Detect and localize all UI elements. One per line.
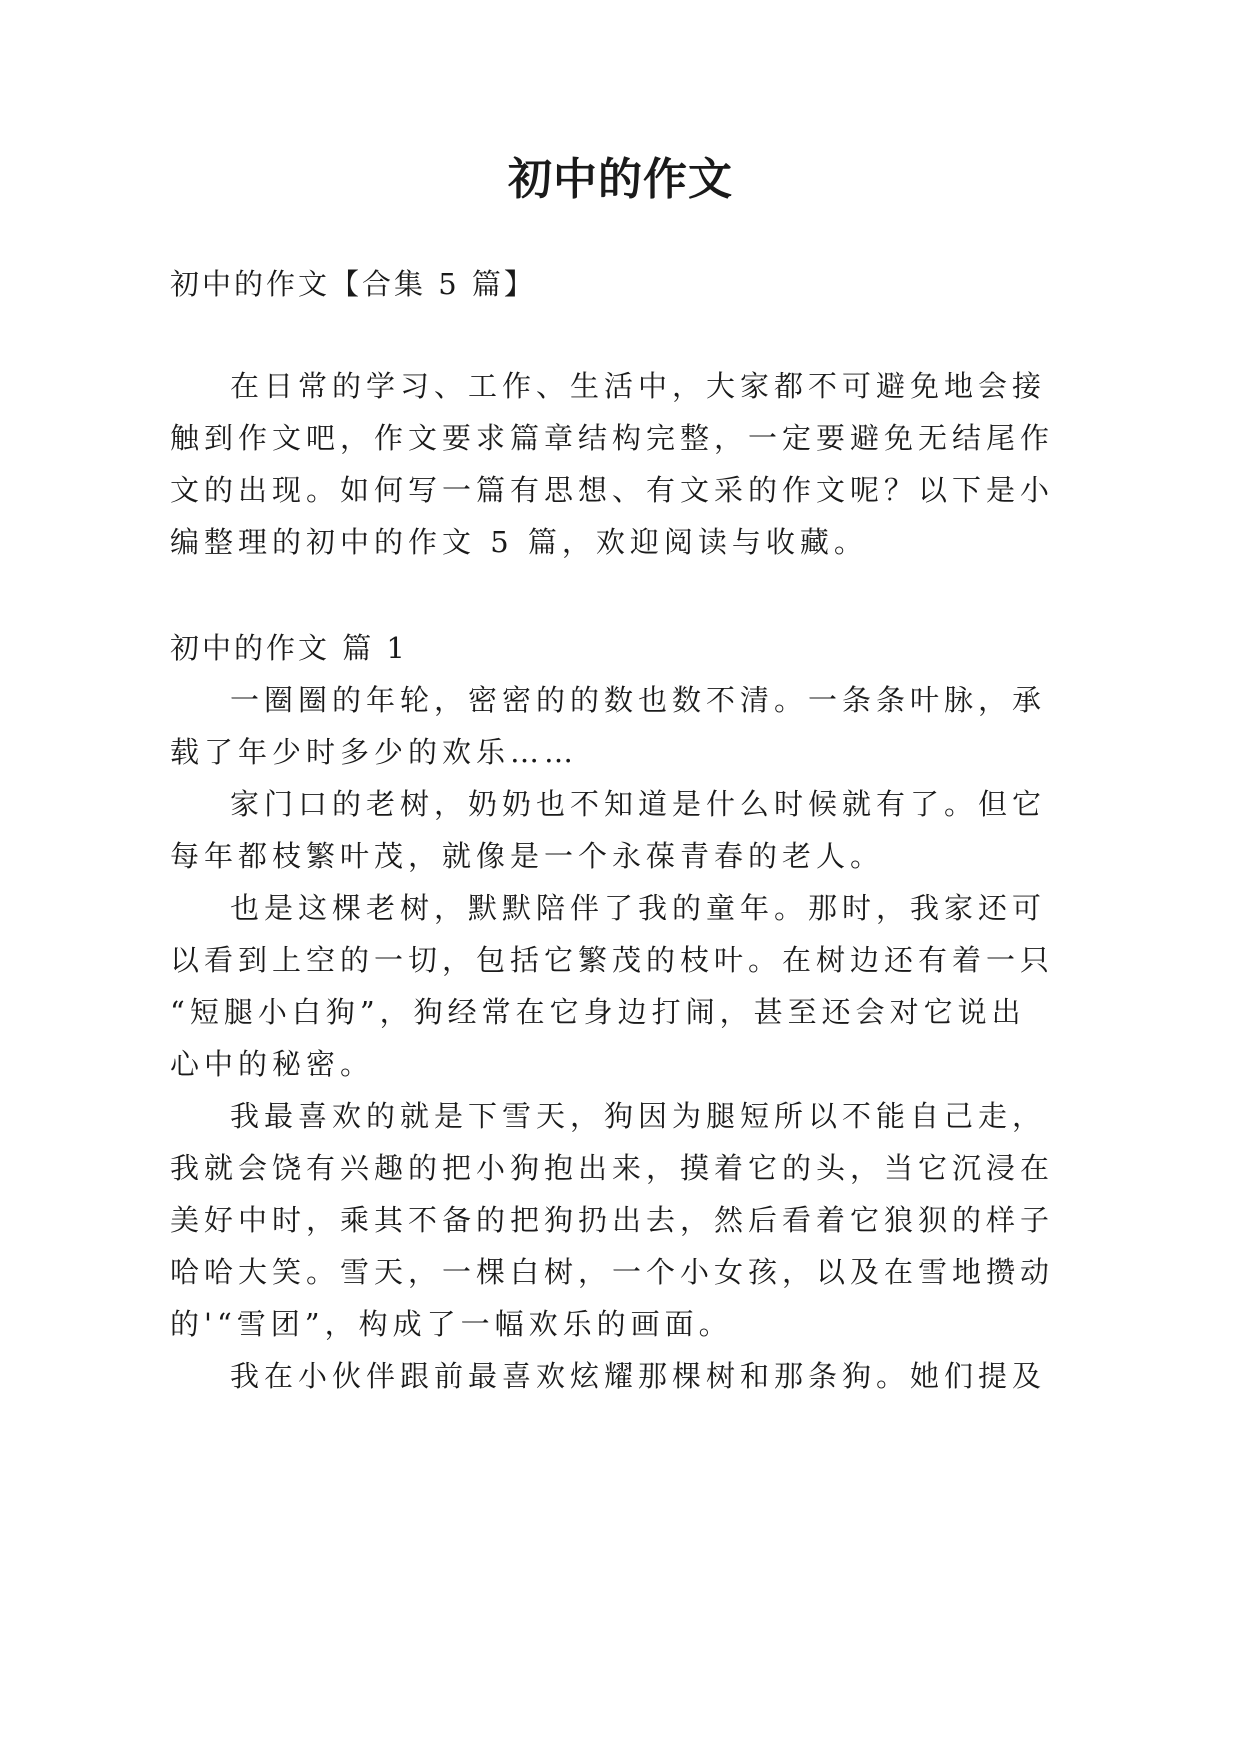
body-line: 我在小伙伴跟前最喜欢炫耀那棵树和那条狗。她们提及 xyxy=(230,1359,1047,1393)
body-line: 载了年少时多少的欢乐…… xyxy=(170,735,579,769)
body-line: 每年都枝繁叶茂，就像是一个永葆青春的老人。 xyxy=(170,839,885,873)
body-line: 美好中时，乘其不备的把狗扔出去，然后看着它狼狈的样子 xyxy=(170,1203,1055,1237)
document-subtitle: 初中的作文【合集 5 篇】 xyxy=(170,267,536,301)
body-line: 一圈圈的年轮，密密的的数也数不清。一条条叶脉，承 xyxy=(230,683,1047,717)
section-heading: 初中的作文 篇 1 xyxy=(170,631,408,665)
intro-line: 文的出现。如何写一篇有思想、有文采的作文呢？以下是小 xyxy=(170,473,1055,507)
page-title: 初中的作文 xyxy=(508,154,733,205)
body-line: 我最喜欢的就是下雪天，狗因为腿短所以不能自己走， xyxy=(230,1099,1047,1133)
intro-line: 编整理的初中的作文 5 篇，欢迎阅读与收藏。 xyxy=(170,525,868,559)
body-line: 也是这棵老树，默默陪伴了我的童年。那时，我家还可 xyxy=(230,891,1047,925)
intro-line: 在日常的学习、工作、生活中，大家都不可避免地会接 xyxy=(230,369,1047,403)
body-line: 的'“雪团”，构成了一幅欢乐的画面。 xyxy=(170,1307,733,1341)
body-line: 以看到上空的一切，包括它繁茂的枝叶。在树边还有着一只 xyxy=(170,943,1055,977)
body-line: “短腿小白狗”，狗经常在它身边打闹，甚至还会对它说出 xyxy=(170,995,1026,1029)
intro-line: 触到作文吧，作文要求篇章结构完整，一定要避免无结尾作 xyxy=(170,421,1055,455)
body-line: 心中的秘密。 xyxy=(170,1047,375,1081)
body-line: 哈哈大笑。雪天，一棵白树，一个小女孩，以及在雪地攒动 xyxy=(170,1255,1055,1289)
body-line: 家门口的老树，奶奶也不知道是什么时候就有了。但它 xyxy=(230,787,1047,821)
body-line: 我就会饶有兴趣的把小狗抱出来，摸着它的头，当它沉浸在 xyxy=(170,1151,1055,1185)
